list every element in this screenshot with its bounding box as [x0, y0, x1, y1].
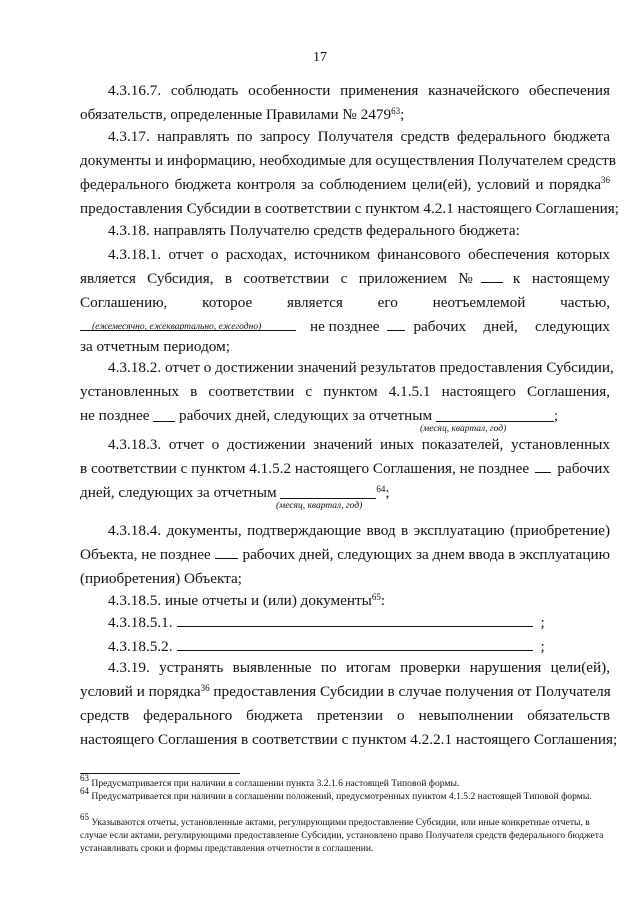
text-line — [80, 457, 610, 481]
footnote-number: 63 — [80, 773, 89, 783]
text-span: ; — [540, 638, 545, 655]
text-line — [80, 103, 610, 127]
text-line: 4.3.18.3. отчет о достижении значений иных показателей, установленных — [108, 436, 610, 453]
footnote-text: Предусматривается при наличии в соглашении пункта 3.2.1.6 настоящей Типовой формы. — [89, 778, 460, 789]
text-span: рабочих — [557, 460, 610, 477]
text-span: рабочих дней, следующих за днем ввода в эксплуатацию — [242, 546, 610, 563]
text-span: ; — [400, 106, 405, 123]
text-span: является Субсидия, в соответствии с приложением № — [80, 270, 473, 287]
clause-4-3-18-4 — [80, 519, 610, 591]
footnote-text: Указываются отчеты, установленные актами, регулирующими предоставление Субсидии, или иные конкретные отчеты, в случае если актами, регулирующими предоставление Субсидии, установлено право Получателя средств федерального бюджета устанавливать сроки и формы представления отчетности в соглашении. — [80, 817, 604, 854]
field-hint: (месяц, квартал, год) — [276, 501, 363, 511]
text-span: ; — [553, 407, 559, 424]
blank-line — [215, 543, 239, 559]
text-span: 4.3.18.5.2. — [108, 638, 173, 655]
clause-4-3-18-3 — [80, 433, 610, 505]
text-line: 4.3.16.7. соблюдать особенности применения казначейского обеспечения — [108, 82, 610, 99]
text-span: ; — [385, 484, 390, 501]
text-span: : — [380, 592, 386, 609]
text-span: дней, следующих за отчетным — [80, 484, 277, 501]
blank-line — [280, 483, 376, 499]
blank-line — [177, 611, 533, 627]
blank-line — [387, 315, 405, 331]
text-span: не позднее — [310, 318, 380, 335]
clause-4-3-19 — [80, 656, 618, 752]
clause-4-3-17 — [80, 125, 619, 221]
text-line: настоящего Соглашения в соответствии с пунктом 4.2.2.1 настоящего Соглашения; — [80, 731, 618, 748]
text-line: 4.3.18.4. документы, подтверждающие ввод в эксплуатацию (приобретение) — [108, 522, 610, 539]
footnote-number: 64 — [80, 786, 89, 796]
clause-4-3-18-2 — [80, 356, 614, 428]
text-span: условий и порядка — [80, 683, 201, 700]
footnote-ref: 63 — [391, 106, 401, 116]
text-span: рабочих дней, следующих — [413, 318, 610, 335]
footnote-text: Предусматривается при наличии в соглашении положений, предусмотренных пунктом 4.1.5.2 настоящей Типовой формы. — [89, 791, 592, 802]
text-span: 4.3.18.5.1. — [108, 614, 173, 631]
blank-line — [481, 267, 503, 283]
text-line — [80, 680, 610, 704]
field-hint: (месяц, квартал, год) — [420, 424, 507, 434]
text-line: документы и информацию, необходимые для осуществления Получателем средств — [80, 152, 616, 169]
text-line — [80, 589, 610, 613]
field-hint: (ежемесячно, ежеквартально, ежегодно) — [92, 322, 262, 332]
text-span: в соответствии с пунктом 4.1.5.2 настоящего Соглашения, не позднее — [80, 460, 530, 477]
text-line: за отчетным периодом; — [80, 338, 230, 355]
text-line: (приобретения) Объекта; — [80, 570, 242, 587]
text-line — [80, 173, 610, 197]
text-line: средств федерального бюджета претензии о невыполнении обязательств — [80, 707, 610, 724]
footnote-ref: 36 — [200, 683, 210, 693]
text-line: 4.3.18. направлять Получателю средств федерального бюджета: — [108, 222, 520, 239]
footnote-ref: 65 — [371, 592, 381, 602]
text-span: к настоящему — [512, 270, 610, 287]
text-span: федерального бюджета контроля за соблюдением цели(ей), условий и порядка — [80, 176, 601, 193]
blank-line — [436, 406, 554, 422]
text-line — [80, 611, 610, 635]
clause-4-3-18-5-1 — [80, 611, 610, 635]
footnote-separator — [80, 773, 240, 774]
text-line: Соглашению, которое является его неотъемлемой частью, — [80, 294, 610, 311]
footnote-ref: 36 — [601, 175, 610, 185]
text-line: 4.3.17. направлять по запросу Получателя средств федерального бюджета — [108, 128, 610, 145]
text-span: предоставления Субсидии в случае получения от Получателя — [209, 683, 611, 700]
text-span: рабочих дней, следующих за отчетным — [179, 407, 433, 424]
text-line — [80, 404, 610, 428]
footnote — [80, 773, 610, 790]
page-number: 17 — [313, 50, 327, 65]
footnote — [80, 786, 610, 803]
clause-4-3-18-5 — [80, 589, 610, 613]
clause-4-3-18 — [80, 219, 610, 243]
text-line: установленных в соответствии с пунктом 4.1.5.1 настоящего Соглашения, — [80, 383, 610, 400]
text-span: не позднее — [80, 407, 150, 424]
text-span: 4.3.18.5. иные отчеты и (или) документы — [108, 592, 372, 609]
footnote — [80, 812, 610, 855]
text-line: 4.3.18.1. отчет о расходах, источником финансового обеспечения которых — [108, 246, 610, 263]
footnote-number: 65 — [80, 812, 89, 822]
clause-4-3-16-7 — [80, 79, 610, 127]
text-line — [80, 267, 610, 291]
text-line — [80, 543, 610, 567]
text-span: обязательств, определенные Правилами № 2479 — [80, 106, 392, 123]
footnote-ref: 64 — [376, 484, 386, 494]
text-line: предоставления Субсидии в соответствии с пунктом 4.2.1 настоящего Соглашения; — [80, 200, 619, 217]
blank-line — [153, 406, 175, 422]
text-span: Объекта, не позднее — [80, 546, 211, 563]
text-span: ; — [540, 614, 545, 631]
text-line: 4.3.19. устранять выявленные по итогам проверки нарушения цели(ей), — [108, 659, 610, 676]
blank-line — [177, 635, 533, 651]
text-line: 4.3.18.2. отчет о достижении значений результатов предоставления Субсидии, — [108, 359, 614, 376]
blank-line — [535, 457, 551, 473]
